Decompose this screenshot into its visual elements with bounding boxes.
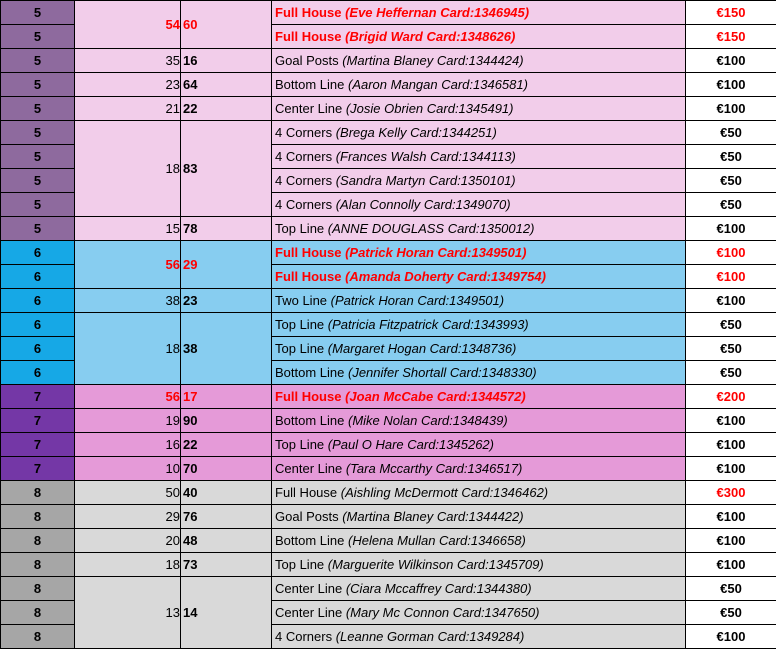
winner-name: (Martina Blaney Card:1344422) bbox=[342, 509, 523, 524]
prize-type: 4 Corners bbox=[275, 173, 332, 188]
prize-type: Full House bbox=[275, 485, 337, 500]
prize-type: 4 Corners bbox=[275, 125, 332, 140]
prize-description bbox=[272, 313, 686, 337]
prize-amount: €100 bbox=[686, 457, 776, 481]
winning-number: 70 bbox=[181, 457, 272, 481]
table-row bbox=[1, 289, 776, 313]
game-number: 8 bbox=[1, 577, 75, 601]
prize-amount: €100 bbox=[686, 289, 776, 313]
prize-type: Bottom Line bbox=[275, 77, 344, 92]
winner-name: (Sandra Martyn Card:1350101) bbox=[336, 173, 516, 188]
prize-type: Center Line bbox=[275, 101, 342, 116]
winning-number: 40 bbox=[181, 481, 272, 505]
game-number: 8 bbox=[1, 505, 75, 529]
call-count: 18 bbox=[75, 121, 181, 217]
winner-name: (Patrick Horan Card:1349501) bbox=[345, 245, 526, 260]
winning-number: 23 bbox=[181, 289, 272, 313]
prize-description bbox=[272, 361, 686, 385]
table-row bbox=[1, 241, 776, 265]
prize-type: Goal Posts bbox=[275, 509, 339, 524]
prize-amount: €300 bbox=[686, 481, 776, 505]
prize-type: Full House bbox=[275, 389, 341, 404]
game-number: 6 bbox=[1, 337, 75, 361]
prize-description bbox=[272, 409, 686, 433]
game-number: 5 bbox=[1, 145, 75, 169]
prize-amount: €150 bbox=[686, 1, 776, 25]
call-count: 38 bbox=[75, 289, 181, 313]
winner-name: (Jennifer Shortall Card:1348330) bbox=[348, 365, 537, 380]
call-count: 50 bbox=[75, 481, 181, 505]
winner-name: (Mike Nolan Card:1348439) bbox=[348, 413, 508, 428]
prize-description bbox=[272, 457, 686, 481]
winner-name: (Brega Kelly Card:1344251) bbox=[336, 125, 497, 140]
call-count: 18 bbox=[75, 553, 181, 577]
prize-amount: €100 bbox=[686, 505, 776, 529]
winner-name: (Martina Blaney Card:1344424) bbox=[342, 53, 523, 68]
winner-name: (Alan Connolly Card:1349070) bbox=[336, 197, 511, 212]
winner-name: (Marguerite Wilkinson Card:1345709) bbox=[328, 557, 544, 572]
prize-description bbox=[272, 289, 686, 313]
winner-name: (Tara Mccarthy Card:1346517) bbox=[346, 461, 523, 476]
prize-description bbox=[272, 193, 686, 217]
table-row bbox=[1, 1, 776, 25]
prize-type: Top Line bbox=[275, 221, 324, 236]
prize-amount: €50 bbox=[686, 145, 776, 169]
winner-name: (Aaron Mangan Card:1346581) bbox=[348, 77, 528, 92]
winning-number: 16 bbox=[181, 49, 272, 73]
prize-description bbox=[272, 145, 686, 169]
table-row bbox=[1, 121, 776, 145]
call-count: 35 bbox=[75, 49, 181, 73]
prize-type: 4 Corners bbox=[275, 629, 332, 644]
prize-type: Top Line bbox=[275, 341, 324, 356]
call-count: 10 bbox=[75, 457, 181, 481]
prize-description bbox=[272, 97, 686, 121]
call-count: 23 bbox=[75, 73, 181, 97]
game-number: 8 bbox=[1, 625, 75, 649]
table-row bbox=[1, 217, 776, 241]
winner-name: (Helena Mullan Card:1346658) bbox=[348, 533, 526, 548]
winning-number: 14 bbox=[181, 577, 272, 649]
game-number: 7 bbox=[1, 385, 75, 409]
prize-amount: €50 bbox=[686, 193, 776, 217]
prize-amount: €100 bbox=[686, 265, 776, 289]
call-count: 15 bbox=[75, 217, 181, 241]
prize-description bbox=[272, 601, 686, 625]
game-number: 6 bbox=[1, 241, 75, 265]
prize-description bbox=[272, 553, 686, 577]
game-number: 5 bbox=[1, 193, 75, 217]
game-number: 6 bbox=[1, 289, 75, 313]
prize-type: 4 Corners bbox=[275, 197, 332, 212]
prize-amount: €100 bbox=[686, 217, 776, 241]
call-count: 56 bbox=[75, 385, 181, 409]
winning-number: 29 bbox=[181, 241, 272, 289]
call-count: 16 bbox=[75, 433, 181, 457]
winning-number: 22 bbox=[181, 97, 272, 121]
prize-type: Bottom Line bbox=[275, 533, 344, 548]
prize-type: Bottom Line bbox=[275, 413, 344, 428]
prize-amount: €50 bbox=[686, 169, 776, 193]
game-number: 6 bbox=[1, 361, 75, 385]
winner-name: (Frances Walsh Card:1344113) bbox=[336, 149, 516, 164]
game-number: 5 bbox=[1, 25, 75, 49]
prize-amount: €100 bbox=[686, 433, 776, 457]
game-number: 7 bbox=[1, 409, 75, 433]
prize-amount: €50 bbox=[686, 337, 776, 361]
prize-description bbox=[272, 121, 686, 145]
winning-number: 22 bbox=[181, 433, 272, 457]
winner-name: (Margaret Hogan Card:1348736) bbox=[328, 341, 517, 356]
prize-description bbox=[272, 49, 686, 73]
prize-description bbox=[272, 1, 686, 25]
prize-amount: €150 bbox=[686, 25, 776, 49]
call-count: 56 bbox=[75, 241, 181, 289]
winning-number: 38 bbox=[181, 313, 272, 385]
prize-amount: €50 bbox=[686, 121, 776, 145]
prize-description bbox=[272, 265, 686, 289]
winning-number: 90 bbox=[181, 409, 272, 433]
prize-type: Top Line bbox=[275, 317, 324, 332]
prize-amount: €100 bbox=[686, 97, 776, 121]
game-number: 8 bbox=[1, 529, 75, 553]
prize-description bbox=[272, 433, 686, 457]
table-row bbox=[1, 313, 776, 337]
prize-amount: €100 bbox=[686, 553, 776, 577]
prize-description bbox=[272, 625, 686, 649]
table-row bbox=[1, 49, 776, 73]
prize-amount: €200 bbox=[686, 385, 776, 409]
winning-number: 78 bbox=[181, 217, 272, 241]
winner-name: (Eve Heffernan Card:1346945) bbox=[345, 5, 529, 20]
game-number: 6 bbox=[1, 313, 75, 337]
prize-amount: €100 bbox=[686, 409, 776, 433]
table-row bbox=[1, 553, 776, 577]
winner-name: (Mary Mc Connon Card:1347650) bbox=[346, 605, 540, 620]
prize-description bbox=[272, 385, 686, 409]
prize-type: Goal Posts bbox=[275, 53, 339, 68]
call-count: 18 bbox=[75, 313, 181, 385]
winning-number: 76 bbox=[181, 505, 272, 529]
game-number: 5 bbox=[1, 73, 75, 97]
winner-name: (Ciara Mccaffrey Card:1344380) bbox=[346, 581, 532, 596]
game-number: 8 bbox=[1, 601, 75, 625]
table-row bbox=[1, 97, 776, 121]
prize-type: Full House bbox=[275, 29, 341, 44]
game-number: 5 bbox=[1, 49, 75, 73]
table-row bbox=[1, 505, 776, 529]
prize-description bbox=[272, 337, 686, 361]
prize-amount: €50 bbox=[686, 313, 776, 337]
table-row bbox=[1, 385, 776, 409]
prize-description bbox=[272, 217, 686, 241]
game-number: 5 bbox=[1, 97, 75, 121]
winner-name: (Patrick Horan Card:1349501) bbox=[331, 293, 504, 308]
winning-number: 73 bbox=[181, 553, 272, 577]
winner-name: (Aishling McDermott Card:1346462) bbox=[341, 485, 548, 500]
prize-description bbox=[272, 505, 686, 529]
prize-description bbox=[272, 241, 686, 265]
winning-number: 60 bbox=[181, 1, 272, 49]
prize-type: Center Line bbox=[275, 461, 342, 476]
winner-name: (Amanda Doherty Card:1349754) bbox=[345, 269, 546, 284]
game-number: 5 bbox=[1, 217, 75, 241]
results-table-body bbox=[1, 1, 776, 649]
winner-name: (Brigid Ward Card:1348626) bbox=[345, 29, 515, 44]
winner-name: (Joan McCabe Card:1344572) bbox=[345, 389, 526, 404]
call-count: 54 bbox=[75, 1, 181, 49]
winning-number: 17 bbox=[181, 385, 272, 409]
table-row bbox=[1, 433, 776, 457]
winning-number: 48 bbox=[181, 529, 272, 553]
prize-type: Center Line bbox=[275, 581, 342, 596]
prize-type: Full House bbox=[275, 245, 341, 260]
winner-name: (Paul O Hare Card:1345262) bbox=[328, 437, 494, 452]
game-number: 6 bbox=[1, 265, 75, 289]
winning-number: 83 bbox=[181, 121, 272, 217]
game-number: 8 bbox=[1, 481, 75, 505]
call-count: 21 bbox=[75, 97, 181, 121]
prize-description bbox=[272, 25, 686, 49]
prize-amount: €100 bbox=[686, 73, 776, 97]
game-number: 7 bbox=[1, 457, 75, 481]
prize-type: 4 Corners bbox=[275, 149, 332, 164]
winner-name: (ANNE DOUGLASS Card:1350012) bbox=[328, 221, 535, 236]
prize-amount: €100 bbox=[686, 49, 776, 73]
table-row bbox=[1, 481, 776, 505]
call-count: 29 bbox=[75, 505, 181, 529]
prize-description bbox=[272, 577, 686, 601]
game-number: 5 bbox=[1, 169, 75, 193]
winner-name: (Patricia Fitzpatrick Card:1343993) bbox=[328, 317, 529, 332]
prize-description bbox=[272, 73, 686, 97]
winner-name: (Leanne Gorman Card:1349284) bbox=[336, 629, 525, 644]
call-count: 13 bbox=[75, 577, 181, 649]
call-count: 19 bbox=[75, 409, 181, 433]
prize-type: Top Line bbox=[275, 557, 324, 572]
table-row bbox=[1, 529, 776, 553]
call-count: 20 bbox=[75, 529, 181, 553]
prize-amount: €100 bbox=[686, 529, 776, 553]
prize-type: Center Line bbox=[275, 605, 342, 620]
prize-amount: €100 bbox=[686, 241, 776, 265]
prize-amount: €50 bbox=[686, 577, 776, 601]
prize-amount: €50 bbox=[686, 361, 776, 385]
prize-type: Two Line bbox=[275, 293, 327, 308]
table-row bbox=[1, 73, 776, 97]
game-number: 8 bbox=[1, 553, 75, 577]
game-number: 5 bbox=[1, 1, 75, 25]
prize-description bbox=[272, 529, 686, 553]
prize-description bbox=[272, 481, 686, 505]
game-number: 7 bbox=[1, 433, 75, 457]
prize-type: Bottom Line bbox=[275, 365, 344, 380]
winning-number: 64 bbox=[181, 73, 272, 97]
table-row bbox=[1, 577, 776, 601]
prize-type: Top Line bbox=[275, 437, 324, 452]
table-row bbox=[1, 409, 776, 433]
prize-type: Full House bbox=[275, 5, 341, 20]
prize-amount: €100 bbox=[686, 625, 776, 649]
prize-type: Full House bbox=[275, 269, 341, 284]
winner-name: (Josie Obrien Card:1345491) bbox=[346, 101, 514, 116]
prize-description bbox=[272, 169, 686, 193]
table-row bbox=[1, 457, 776, 481]
prize-amount: €50 bbox=[686, 601, 776, 625]
game-number: 5 bbox=[1, 121, 75, 145]
